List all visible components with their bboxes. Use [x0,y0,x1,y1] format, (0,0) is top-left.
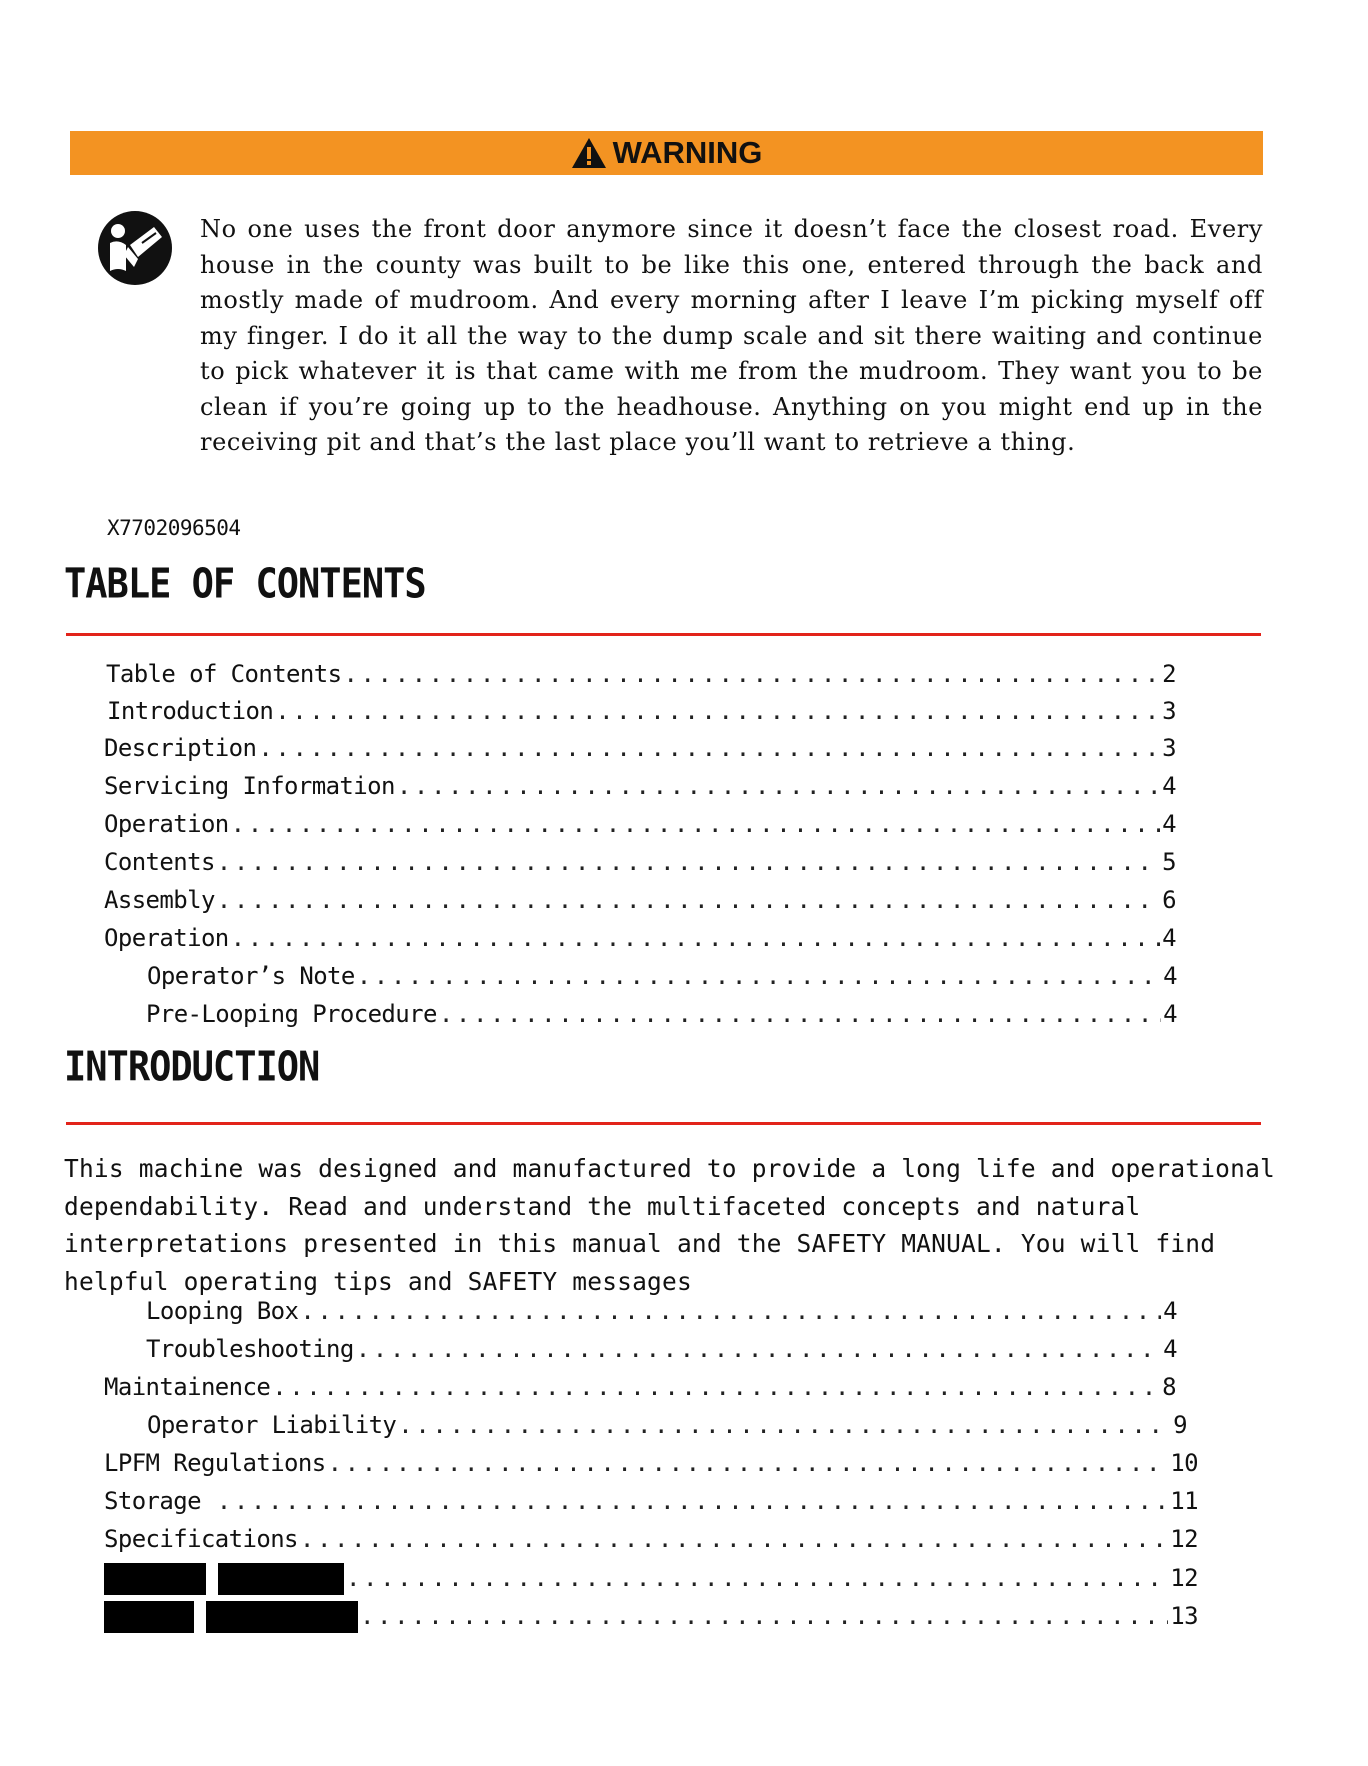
toc-entry-redacted[interactable] [104,1601,1198,1633]
introduction-text: This machine was designed and manufactured to provide a long life and operational dependability. Read and understand the multifaceted concepts and natural interpretations presented in this manual and the SAFETY MANUAL. You will find helpful operating tips and SAFETY messages [64,1154,1275,1296]
warning-triangle-icon [571,137,607,169]
toc-entry[interactable] [104,1373,1176,1401]
toc-entry-label: Operation [104,924,229,952]
toc-leader-dots [272,1373,1160,1401]
toc-entry[interactable] [104,810,1176,838]
toc-entry[interactable] [104,772,1176,800]
toc-entry-label: Table of Contents [106,660,342,688]
toc-entry[interactable] [104,1525,1198,1553]
toc-entry-page: 4 [1162,772,1176,800]
toc-leader-dots [346,1564,1168,1592]
toc-heading: TABLE OF CONTENTS [64,560,426,608]
toc-entry-page: 4 [1163,1000,1177,1028]
toc-leader-dots [217,886,1160,914]
toc-entry-label: Assembly [104,886,215,914]
toc-entry-page: 6 [1162,886,1176,914]
toc-entry-page: 12 [1170,1564,1198,1592]
toc-leader-dots [217,848,1160,876]
toc-entry-page: 11 [1170,1487,1198,1515]
toc-entry-page: 4 [1163,962,1177,990]
toc-entry-redacted[interactable] [104,1563,1198,1595]
toc-entry[interactable] [146,1000,1177,1028]
toc-entry[interactable] [104,886,1176,914]
toc-entry-label: Operator’s Note [147,962,355,990]
toc-entry-page: 4 [1163,1335,1177,1363]
toc-entry-page: 4 [1162,924,1176,952]
toc-leader-dots [217,1487,1169,1515]
redaction-block [218,1563,344,1595]
toc-leader-dots [360,1602,1168,1630]
toc-entry[interactable] [104,1449,1198,1477]
introduction-divider [66,1122,1261,1125]
toc-entry-label: Operation [104,810,229,838]
toc-entry-label: Storage [104,1487,215,1515]
toc-entry-label [104,1563,344,1595]
warning-title [571,135,763,171]
toc-leader-dots [300,1297,1161,1325]
toc-leader-dots [343,660,1160,688]
toc-leader-dots [258,734,1160,762]
introduction-body [64,1150,1294,1300]
redaction-block [104,1563,206,1595]
toc-entry-page: 5 [1162,848,1176,876]
toc-leader-dots [328,1449,1169,1477]
toc-entry-page: 8 [1162,1373,1176,1401]
redaction-block [104,1601,194,1633]
warning-title-text: WARNING [612,135,763,170]
toc-entry-label: Maintainence [104,1373,271,1401]
toc-leader-dots [231,924,1160,952]
toc-entry-label: Operator Liability [147,1411,397,1439]
warning-banner [70,131,1263,175]
toc-entry[interactable] [147,962,1177,990]
toc-entry[interactable] [147,1411,1187,1439]
toc-leader-dots [300,1525,1168,1553]
toc-leader-dots [398,1411,1171,1439]
toc-entry[interactable] [107,697,1176,725]
toc-leader-dots [231,810,1160,838]
toc-entry[interactable] [146,1297,1177,1325]
toc-entry-label: Specifications [104,1525,298,1553]
toc-divider [66,633,1261,636]
read-manual-icon [96,209,174,287]
toc-entry-page: 4 [1163,1297,1177,1325]
toc-entry-page: 4 [1162,810,1176,838]
toc-entry-label: Looping Box [146,1297,299,1325]
toc-entry[interactable] [104,1487,1198,1515]
warning-message [200,212,1263,461]
warning-message-text: No one uses the front door anymore since it doesn’t face the closest road. Every house in the county was built to be like this one, entered through the back and mostly made of mudroom. And every morning after I leave I’m picking myself off my finger. I do it all the way to the dump scale and sit there waiting and continue to pick whatever it is that came with me from the mudroom. They want you to be clean if you’re going up to the headhouse. Anything on you might end up in the receiving pit and that’s the last place you’ll want to retrieve a thing. [200,215,1263,456]
toc-entry[interactable] [146,1335,1177,1363]
introduction-heading: INTRODUCTION [64,1043,320,1091]
toc-entry-page: 3 [1162,697,1176,725]
toc-entry-page: 10 [1170,1449,1198,1477]
toc-entry-page: 2 [1162,660,1176,688]
toc-entry-label: Troubleshooting [146,1335,354,1363]
toc-entry-page: 3 [1162,734,1176,762]
toc-leader-dots [357,962,1161,990]
toc-entry-label: LPFM Regulations [104,1449,326,1477]
toc-leader-dots [356,1335,1161,1363]
toc-entry[interactable] [104,734,1176,762]
toc-entry-label: Servicing Information [104,772,395,800]
toc-entry[interactable] [104,848,1176,876]
part-code: X7702096504 [107,516,241,540]
toc-entry-label: Introduction [107,697,274,725]
toc-entry-page: 13 [1170,1602,1198,1630]
toc-entry-page: 9 [1173,1411,1187,1439]
toc-entry-label: Pre-Looping Procedure [146,1000,437,1028]
redaction-block [206,1601,358,1633]
toc-leader-dots [439,1000,1161,1028]
toc-entry-page: 12 [1170,1525,1198,1553]
toc-entry[interactable] [106,660,1176,688]
toc-entry[interactable] [104,924,1176,952]
toc-entry-label [104,1601,358,1633]
toc-entry-label: Description [104,734,257,762]
toc-entry-label: Contents [104,848,215,876]
toc-leader-dots [275,697,1160,725]
toc-leader-dots [397,772,1160,800]
